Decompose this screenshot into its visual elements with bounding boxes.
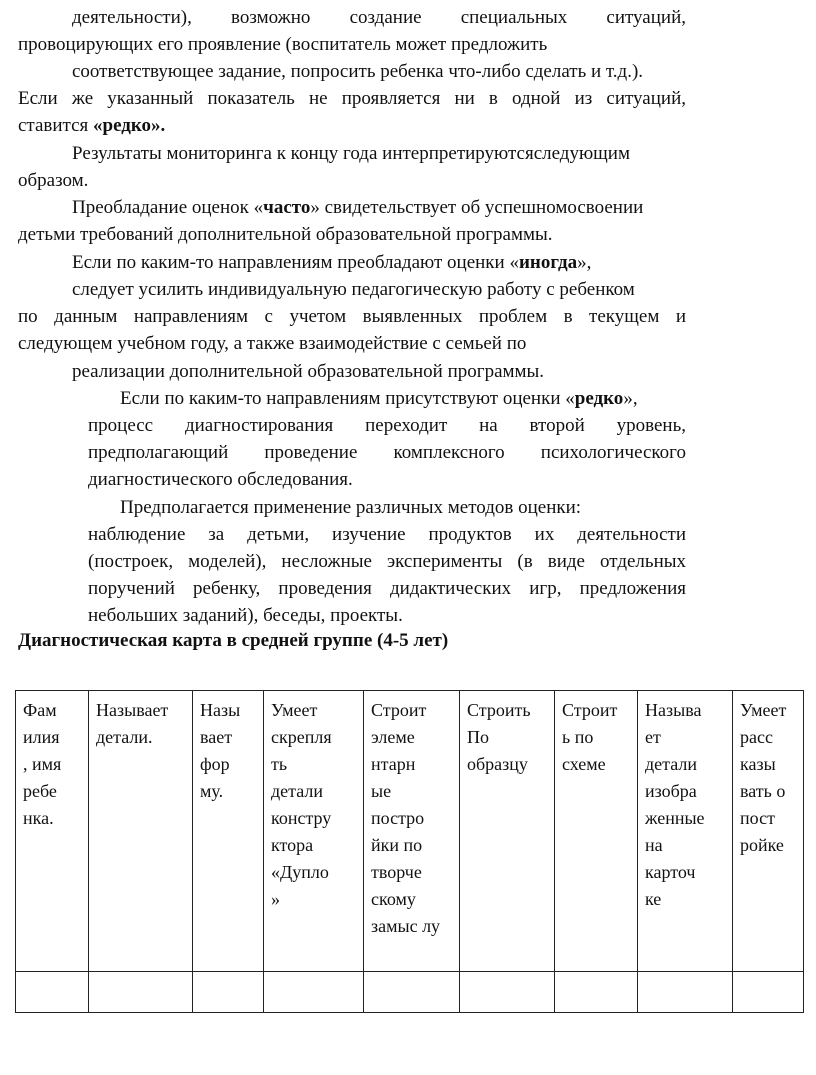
header-cell-text: детали xyxy=(645,754,697,774)
table-heading: Диагностическая карта в средней группе (4-5 лет) xyxy=(18,630,449,651)
header-cell-fastens-parts xyxy=(264,691,364,972)
text-line: поручений ребенку, проведения дидактических игр, предложения xyxy=(88,578,686,599)
header-cell-text: Строит xyxy=(562,700,618,720)
header-cell-text: , имя xyxy=(23,754,62,774)
header-cell-text: фор xyxy=(200,754,230,774)
bold-term-inogda: иногда xyxy=(518,252,578,273)
bold-term-redko: редко xyxy=(574,388,624,409)
text-line: деятельности), возможно создание специальных ситуаций, xyxy=(72,7,686,28)
header-cell-text: Фам xyxy=(23,700,57,720)
header-cell-text: ые xyxy=(371,781,392,801)
text-line: образом. xyxy=(18,170,89,191)
text-run: Преобладание оценок « xyxy=(72,197,264,218)
header-cell-text: Строит xyxy=(371,700,427,720)
header-cell-text: на xyxy=(645,835,663,855)
text-line: процесс диагностирования переходит на второй уровень, xyxy=(88,415,686,436)
table-cell[interactable] xyxy=(193,972,264,1013)
text-line: предполагающий проведение комплексного психологического xyxy=(88,442,686,463)
text-line: диагностического обследования. xyxy=(88,469,353,490)
table-header-row xyxy=(16,691,804,972)
header-cell-text: казы xyxy=(740,754,776,774)
text-run: Если по каким-то направлениям преобладают оценки « xyxy=(72,252,519,273)
bold-term-redko: «редко». xyxy=(93,115,166,136)
header-cell-text: вает xyxy=(200,727,233,747)
text-line: детьми требований дополнительной образовательной программы. xyxy=(18,224,553,245)
table-cell[interactable] xyxy=(555,972,638,1013)
text-line: Результаты мониторинга к концу года интерпретируютсяследующим xyxy=(72,143,630,164)
table-cell[interactable] xyxy=(460,972,555,1013)
table-cell[interactable] xyxy=(638,972,733,1013)
table-cell[interactable] xyxy=(264,972,364,1013)
header-cell-names-card-parts xyxy=(638,691,733,972)
header-cell-text: По xyxy=(467,727,489,747)
header-cell-text: Строить xyxy=(467,700,531,720)
header-cell-text: ь по xyxy=(562,727,594,747)
text-run: », xyxy=(577,252,592,273)
header-cell-text: карточ xyxy=(645,862,696,882)
header-cell-text: нка. xyxy=(23,808,54,828)
table-cell[interactable] xyxy=(364,972,460,1013)
header-cell-text: расс xyxy=(740,727,773,747)
header-cell-text: Называет xyxy=(96,700,169,720)
table-cell[interactable] xyxy=(16,972,89,1013)
text-line: Предполагается применение различных методов оценки: xyxy=(120,497,582,518)
header-cell-text: женные xyxy=(645,808,705,828)
header-cell-text: элеме xyxy=(371,727,415,747)
text-line: соответствующее задание, попросить ребенка что-либо сделать и т.д.). xyxy=(72,61,644,82)
text-line: по данным направлениям с учетом выявленных проблем в текущем и xyxy=(18,306,686,327)
header-cell-text: ет xyxy=(645,727,661,747)
header-cell-text: схеме xyxy=(562,754,606,774)
header-cell-text: ктора xyxy=(271,835,314,855)
header-cell-text: творче xyxy=(371,862,422,882)
diagnostic-table xyxy=(15,690,804,1013)
header-cell-text: йки по xyxy=(371,835,423,855)
header-cell-text: изобра xyxy=(645,781,697,801)
text-line: следующем учебном году, а также взаимодействие с семьей по xyxy=(18,333,527,354)
header-cell-tells-about-building xyxy=(733,691,804,972)
text-line: реализации дополнительной образовательной программы. xyxy=(72,361,545,382)
header-cell-text: «Дупло xyxy=(271,862,329,882)
text-line xyxy=(72,196,643,220)
header-cell-name xyxy=(16,691,89,972)
header-cell-text: вать о xyxy=(740,781,786,801)
text-run: » свидетельствует об успешномосвоении xyxy=(310,197,644,218)
header-cell-text: ть xyxy=(271,754,288,774)
text-line xyxy=(120,387,638,411)
header-cell-text: Называ xyxy=(645,700,702,720)
header-cell-text: Умеет xyxy=(740,700,787,720)
text-line xyxy=(72,251,591,275)
text-line: следует усилить индивидуальную педагогическую работу с ребенком xyxy=(72,279,635,300)
header-cell-text: илия xyxy=(23,727,60,747)
text-line: наблюдение за детьми, изучение продуктов их деятельности xyxy=(88,524,686,545)
header-cell-text: Умеет xyxy=(271,700,318,720)
header-cell-builds-by-sample xyxy=(460,691,555,972)
text-line xyxy=(18,114,165,138)
header-cell-text: нтарн xyxy=(371,754,416,774)
table-row xyxy=(16,972,804,1013)
header-cell-text: постро xyxy=(371,808,425,828)
header-cell-text: детали. xyxy=(96,727,153,747)
header-cell-text: пост xyxy=(740,808,775,828)
text-line: провоцирующих его проявление (воспитатель может предложить xyxy=(18,34,548,55)
text-line: небольших заданий), беседы, проекты. xyxy=(88,605,403,626)
header-cell-text: ке xyxy=(645,889,662,909)
header-cell-text: ройке xyxy=(740,835,784,855)
header-cell-text: » xyxy=(271,889,280,909)
table-cell[interactable] xyxy=(89,972,193,1013)
header-cell-builds-by-idea xyxy=(364,691,460,972)
header-cell-names-parts xyxy=(89,691,193,972)
header-cell-builds-by-scheme xyxy=(555,691,638,972)
text-run: ставится xyxy=(18,115,93,136)
header-cell-text: му. xyxy=(200,781,224,801)
header-cell-names-shape xyxy=(193,691,264,972)
header-cell-text: ребе xyxy=(23,781,57,801)
text-run: », xyxy=(623,388,638,409)
header-cell-text: скрепля xyxy=(271,727,332,747)
header-cell-text: образцу xyxy=(467,754,528,774)
text-run: Если по каким-то направлениям присутствуют оценки « xyxy=(120,388,575,409)
text-line: Если же указанный показатель не проявляется ни в одной из ситуаций, xyxy=(18,88,686,109)
table-cell[interactable] xyxy=(733,972,804,1013)
bold-term-chasto: часто xyxy=(263,197,311,218)
header-cell-text: Назы xyxy=(200,700,241,720)
text-line: (построек, моделей), несложные эксперименты (в виде отдельных xyxy=(88,551,686,572)
header-cell-text: замыс лу xyxy=(371,916,441,936)
header-cell-text: констру xyxy=(271,808,332,828)
header-cell-text: скому xyxy=(371,889,416,909)
header-cell-text: детали xyxy=(271,781,323,801)
